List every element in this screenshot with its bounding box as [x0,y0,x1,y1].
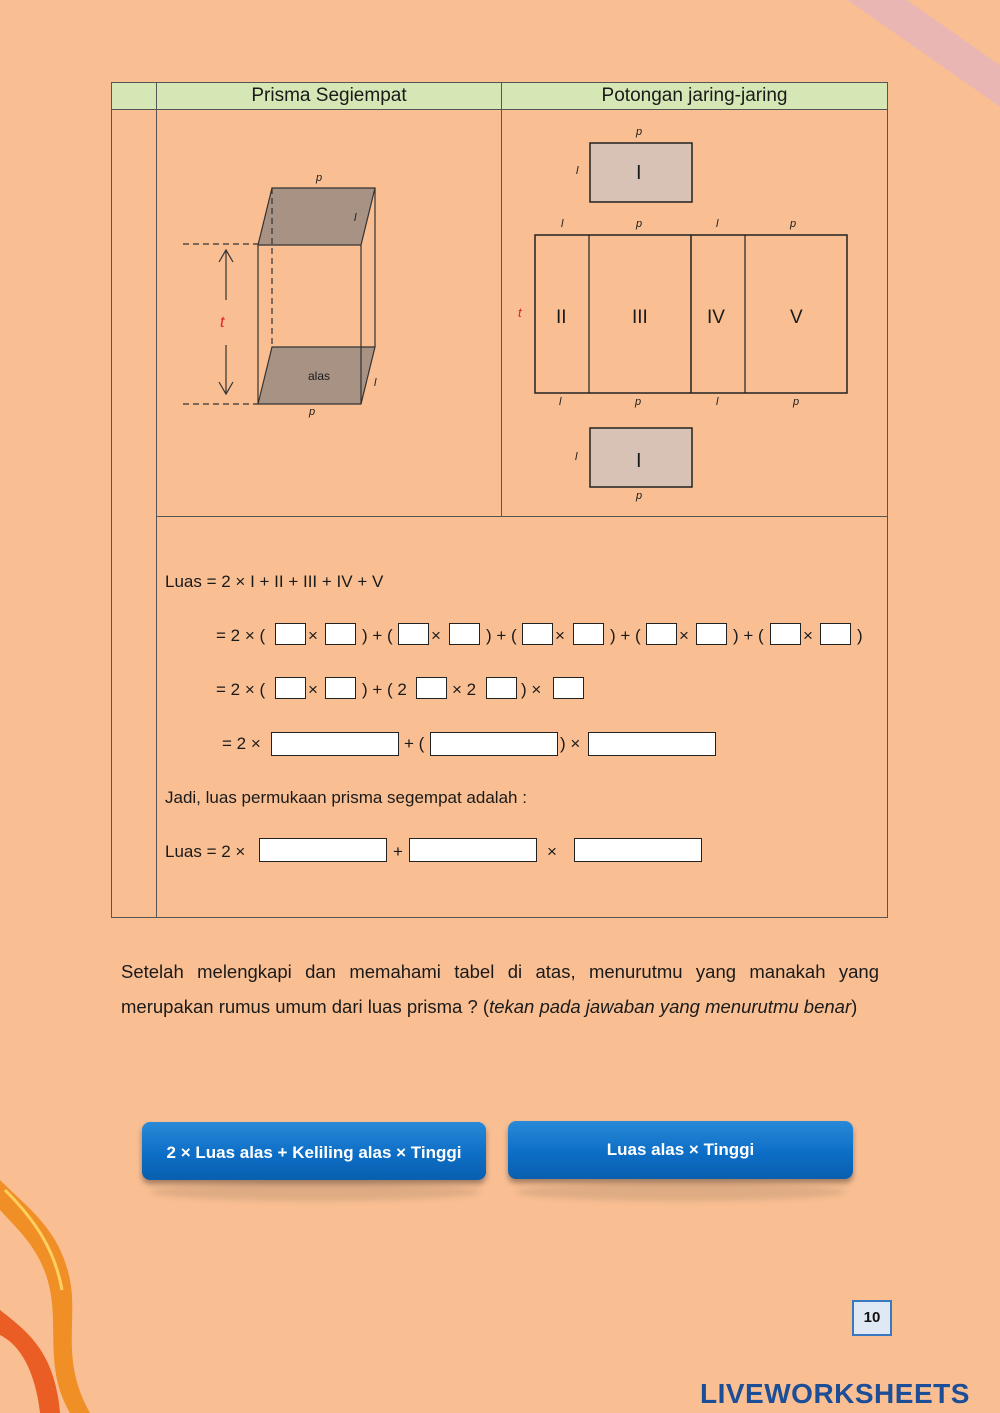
formula-line1: Luas = 2 × I + II + III + IV + V [165,572,384,591]
final-formula-prefix: Luas = 2 × [165,842,246,861]
prism-diagram [157,111,500,515]
answer-input-l2-9[interactable] [770,623,801,645]
net-top-label-p: p [636,126,643,138]
answer-input-l3-1[interactable] [275,677,306,699]
net-bottom-label-l: l [575,451,578,463]
net-strip-bottom-label-1: l [559,396,562,408]
answer-option-1[interactable]: 2 × Luas alas + Keliling alas × Tinggi [142,1122,486,1180]
prism-label-p-bottom: p [309,406,316,418]
liveworksheets-logo: LIVEWORKSHEETS [700,1378,970,1409]
times-sign: × [555,626,565,645]
answer-input-l4-3[interactable] [588,732,716,756]
formula-line3-close-times: ) × [521,680,542,699]
formula-line3-prefix: = 2 × ( [216,680,266,699]
question-text [121,955,879,1024]
net-top-face-label: I [636,162,642,184]
times-sign: × [679,626,689,645]
table-header-net: Potongan jaring-jaring [501,82,888,110]
table-header-prism: Prisma Segiempat [156,82,502,110]
answer-input-l2-8[interactable] [696,623,727,645]
answer-option-2[interactable]: Luas alas × Tinggi [508,1121,853,1179]
answer-input-l2-2[interactable] [325,623,356,645]
final-input-2[interactable] [409,838,537,862]
question-text-part1: Setelah melengkapi dan memahami tabel di atas, menurutmu yang manakah yang merupakan rumus umum dari luas prisma ? ( [121,961,879,1017]
final-plus: + [393,842,403,861]
plus-sign: ) + ( [733,626,764,645]
final-input-1[interactable] [259,838,387,862]
final-times: × [547,842,557,861]
formula-line4-prefix: = 2 × [222,734,261,753]
answer-input-l2-10[interactable] [820,623,851,645]
net-top-label-l: l [576,165,579,177]
answer-input-l4-1[interactable] [271,732,399,756]
formula-line4-plus: + ( [404,734,425,753]
formula-line4-close-times: ) × [560,734,581,753]
plus-sign: ) + ( [610,626,641,645]
answer-input-l3-2[interactable] [325,677,356,699]
net-face-V: V [790,307,803,328]
answer-shadow [516,1183,846,1201]
answer-input-l3-3[interactable] [416,677,447,699]
answer-shadow [150,1183,480,1201]
answer-input-l2-1[interactable] [275,623,306,645]
answer-input-l3-5[interactable] [553,677,584,699]
answer-input-l3-4[interactable] [486,677,517,699]
answer-input-l2-7[interactable] [646,623,677,645]
prism-top-face [258,188,375,245]
formula-line3-mid: ) + ( 2 [362,680,407,699]
net-strip-top-label-1: l [561,218,564,230]
question-text-part2: ) [851,995,858,1017]
prism-label-l-top: l [354,212,357,224]
prism-label-p-top: p [316,172,323,184]
answer-input-l2-6[interactable] [573,623,604,645]
net-strip-top-label-2: p [636,218,643,230]
plus-sign: ) + ( [362,626,393,645]
net-face-II: II [556,307,567,328]
table-header-empty [111,82,157,110]
net-strip-bottom-label-2: p [635,396,642,408]
prism-label-l-bottom: l [374,377,377,389]
net-face-IV: IV [707,307,725,328]
question-text-instruction: tekan pada jawaban yang menurutmu benar [489,995,852,1017]
net-label-t: t [518,305,522,320]
decorative-flame [0,1170,130,1413]
net-bottom-face-label: I [636,450,642,472]
final-input-3[interactable] [574,838,702,862]
table-divider-row [156,516,888,517]
times-sign: × [308,626,318,645]
times-sign: × [803,626,813,645]
answer-input-l4-2[interactable] [430,732,558,756]
net-strip-top-label-4: p [790,218,797,230]
net-strip-top-label-3: l [716,218,719,230]
net-strip-bottom-label-4: p [793,396,800,408]
times-sign: × [308,680,318,699]
formula-line3-times2: × 2 [452,680,477,699]
answer-input-l2-3[interactable] [398,623,429,645]
times-sign: × [431,626,441,645]
net-strip-bottom-label-3: l [716,396,719,408]
net-bottom-label-p: p [636,490,643,502]
prism-label-t: t [220,314,225,331]
answer-input-l2-4[interactable] [449,623,480,645]
formula-line2-prefix: = 2 × ( [216,626,266,645]
plus-sign: ) + ( [486,626,517,645]
net-face-III: III [632,307,648,328]
answer-input-l2-5[interactable] [522,623,553,645]
prism-label-alas: alas [308,369,331,383]
close-paren: ) [857,626,863,645]
conclusion-text: Jadi, luas permukaan prisma segempat adalah : [165,788,527,807]
page-number: 10 [852,1300,892,1336]
